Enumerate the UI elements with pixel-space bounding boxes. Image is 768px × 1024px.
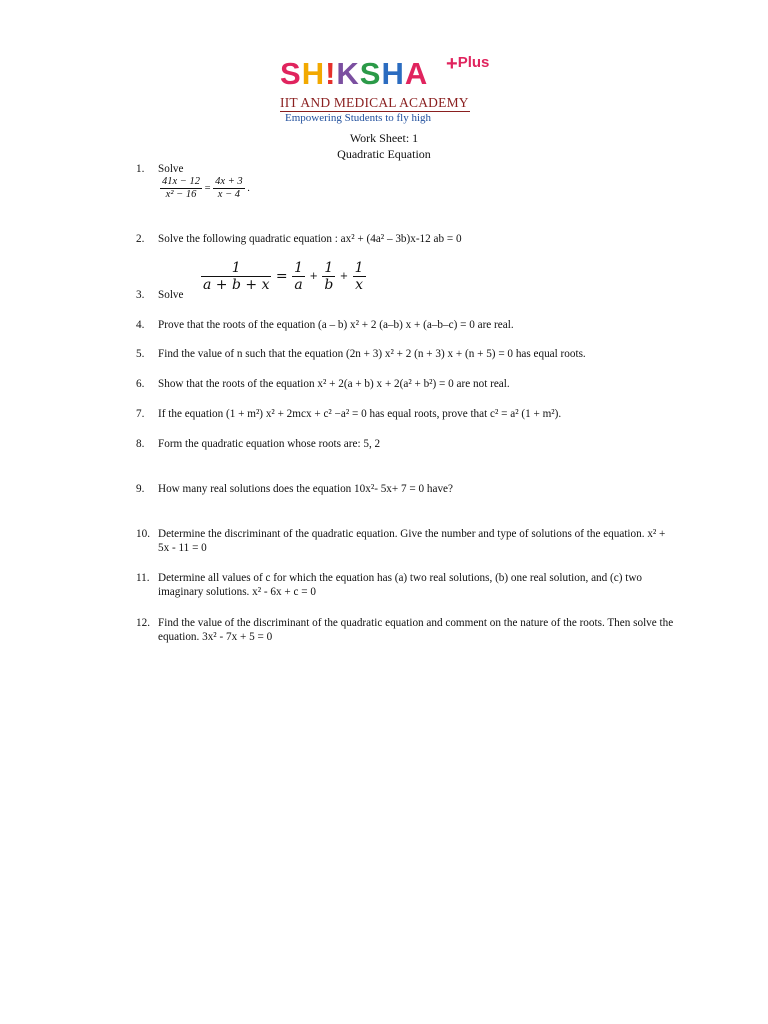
question-text: Show that the roots of the equation x² + 2(a + b) x + 2(a² + b²) = 0 are not real. <box>158 378 510 390</box>
logo-letter: ! <box>325 56 337 91</box>
question-text: Prove that the roots of the equation (a – b) x² + 2 (a–b) x + (a–b–c) = 0 are real. <box>158 319 514 331</box>
question-text: How many real solutions does the equation 10x²- 5x+ 7 = 0 have? <box>158 483 453 495</box>
logo-letter: K <box>336 56 360 91</box>
question-number: 2. <box>136 233 145 245</box>
question-text: Determine all values of c for which the equation has (a) two real solutions, (b) one real solution, and (c) two imaginary solutions. x² - 6x + c = 0 <box>158 572 643 598</box>
q1-rhs-fraction: $\frac{4x + 3}{x - 4}$ <box>215 176 243 200</box>
question-number: 8. <box>136 438 145 450</box>
question-text: Solve the following quadratic equation : ax² + (4a² – 3b)x-12 ab = 0 <box>158 233 462 245</box>
question-number: 9. <box>136 483 145 495</box>
question-number: 10. <box>136 528 150 540</box>
question-number: 1. <box>136 163 145 175</box>
academy-logo <box>276 50 496 130</box>
q3-fraction-4: $\frac{1}{x}$ <box>354 260 364 293</box>
question-number: 12. <box>136 617 150 629</box>
question-number: 7. <box>136 408 145 420</box>
question-number: 4. <box>136 319 145 331</box>
worksheet-title: Work Sheet: 1 <box>349 131 419 145</box>
q3-fraction-3: $\frac{1}{b}$ <box>324 260 334 293</box>
q3-fraction-1: $\frac{1}{a + b + x}$ <box>203 260 270 293</box>
logo-letter: S <box>359 56 382 91</box>
question-text: Solve <box>158 163 184 175</box>
question-text: Solve <box>158 289 184 301</box>
logo-letter: H <box>301 56 326 91</box>
logo-tagline: Empowering Students to fly high <box>285 112 432 124</box>
question-text: Form the quadratic equation whose roots are: 5, 2 <box>158 438 381 450</box>
q1-equation: $\frac{41x - 12}{\text{x² − 16}}$ = $\frac{4x + 3}{x - 4}$ . <box>162 176 250 200</box>
logo-letter: A <box>404 56 429 91</box>
question-text: If the equation (1 + m²) x² + 2mcx + c² −a² = 0 has equal roots, prove that c² = a² (1 + m²). <box>158 408 562 420</box>
question-text: Find the value of the discriminant of the quadratic equation and comment on the nature of the roots. Then solve the equation. 3x² - 7x + 5 = 0 <box>158 617 674 643</box>
question-number: 5. <box>136 348 145 360</box>
question-number: 11. <box>136 572 150 584</box>
q3-fraction-2: $\frac{1}{a}$ <box>294 260 304 293</box>
question-text: Find the value of n such that the equation (2n + 3) x² + 2 (n + 3) x + (n + 5) = 0 has equal roots. <box>158 348 586 360</box>
logo-wordmark <box>280 56 428 90</box>
q3-equation: $\frac{1}{a + b + x}$ = $\frac{1}{a}$ + $\frac{1}{b}$ + $\frac{1}{x}$ <box>203 260 364 293</box>
logo-letter: S <box>280 56 302 91</box>
logo-plus: +Plus <box>446 53 490 75</box>
worksheet-subtitle: Quadratic Equation <box>337 147 431 161</box>
question-text: Determine the discriminant of the quadratic equation. Give the number and type of solutions of the equation. x² + 5x - 11 = 0 <box>158 528 666 554</box>
logo-academy-name: IIT AND MEDICAL ACADEMY <box>280 95 469 110</box>
question-number: 6. <box>136 378 145 390</box>
question-number: 3. <box>136 289 145 301</box>
q1-lhs-fraction: $\frac{41x - 12}{\text{x² − 16}}$ <box>162 176 200 200</box>
logo-letter: H <box>381 56 405 91</box>
